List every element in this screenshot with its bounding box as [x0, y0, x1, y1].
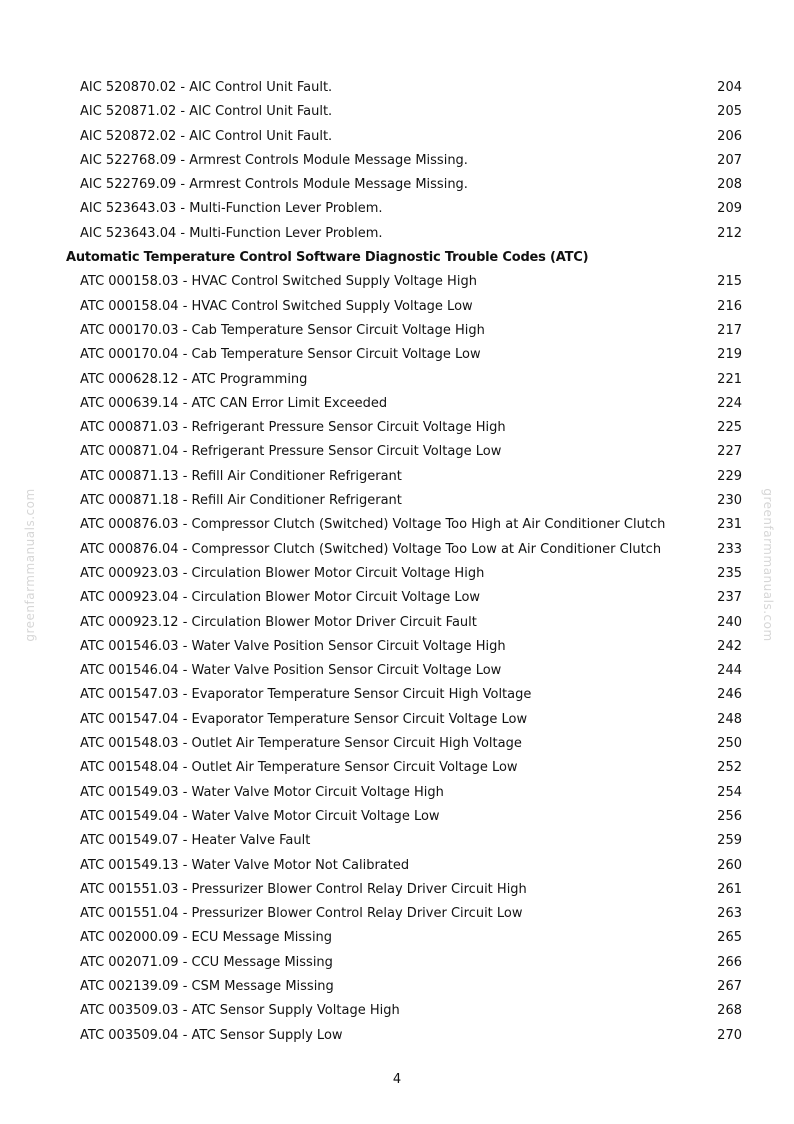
entry-title: ATC 000876.03 - Compressor Clutch (Switched) Voltage Too High at Air Conditioner Clutch: [80, 517, 666, 533]
entry-page-number: 246: [717, 687, 742, 703]
toc-entry: [0, 805, 794, 829]
table-of-contents: [0, 76, 794, 1048]
entry-page-number: 229: [717, 468, 742, 484]
entry-title: ATC 000923.04 - Circulation Blower Motor Circuit Voltage Low: [80, 590, 481, 606]
entry-title: ATC 000871.13 - Refill Air Conditioner Refrigerant: [80, 468, 402, 484]
page-number: 4: [392, 1072, 402, 1087]
entry-page-number: 259: [717, 833, 742, 849]
toc-entry: [0, 562, 794, 586]
entry-title: ATC 000639.14 - ATC CAN Error Limit Exceeded: [80, 395, 388, 411]
entry-page-number: 219: [717, 347, 742, 363]
toc-entry: [0, 902, 794, 926]
toc-entry: [0, 999, 794, 1023]
entry-page-number: 248: [717, 711, 742, 727]
entry-page-number: 212: [717, 225, 742, 241]
entry-page-number: 240: [717, 614, 742, 630]
toc-entry: [0, 732, 794, 756]
toc-entry: [0, 440, 794, 464]
entry-page-number: 260: [717, 857, 742, 873]
toc-entry: [0, 659, 794, 683]
toc-entry: [0, 489, 794, 513]
toc-entry: [0, 222, 794, 246]
entry-title: ATC 001546.03 - Water Valve Position Sensor Circuit Voltage High: [80, 638, 506, 654]
entry-page-number: 206: [717, 128, 742, 144]
entry-title: ATC 001547.03 - Evaporator Temperature Sensor Circuit High Voltage: [80, 687, 532, 703]
toc-entry: [0, 781, 794, 805]
entry-page-number: 224: [717, 395, 742, 411]
entry-page-number: 216: [717, 298, 742, 314]
toc-entry: [0, 878, 794, 902]
toc-entry: [0, 1024, 794, 1048]
toc-entry: [0, 926, 794, 950]
entry-title: ATC 000628.12 - ATC Programming: [80, 371, 308, 387]
entry-page-number: 268: [717, 1003, 742, 1019]
entry-page-number: 256: [717, 808, 742, 824]
toc-entry: [0, 173, 794, 197]
toc-entry: [0, 343, 794, 367]
toc-entry: [0, 513, 794, 537]
toc-entry: [0, 125, 794, 149]
toc-entry: [0, 854, 794, 878]
toc-entry: [0, 197, 794, 221]
entry-title: ATC 001549.03 - Water Valve Motor Circuit Voltage High: [80, 784, 444, 800]
entry-title: AIC 523643.04 - Multi-Function Lever Problem.: [80, 225, 383, 241]
entry-title: ATC 000871.18 - Refill Air Conditioner Refrigerant: [80, 493, 402, 509]
toc-entry: [0, 270, 794, 294]
entry-page-number: 244: [717, 663, 742, 679]
entry-page-number: 225: [717, 420, 742, 436]
toc-entry: [0, 756, 794, 780]
entry-page-number: 205: [717, 104, 742, 120]
toc-entry: [0, 538, 794, 562]
entry-title: ATC 000871.03 - Refrigerant Pressure Sensor Circuit Voltage High: [80, 420, 506, 436]
toc-entry: [0, 951, 794, 975]
toc-entry: [0, 465, 794, 489]
entry-title: ATC 001549.07 - Heater Valve Fault: [80, 833, 311, 849]
entry-title: ATC 000158.04 - HVAC Control Switched Supply Voltage Low: [80, 298, 473, 314]
entry-title: ATC 001547.04 - Evaporator Temperature Sensor Circuit Voltage Low: [80, 711, 528, 727]
entry-title: ATC 001551.03 - Pressurizer Blower Control Relay Driver Circuit High: [80, 881, 527, 897]
entry-title: ATC 001551.04 - Pressurizer Blower Control Relay Driver Circuit Low: [80, 906, 523, 922]
entry-page-number: 209: [717, 201, 742, 217]
toc-entry: [0, 829, 794, 853]
toc-entry: [0, 586, 794, 610]
entry-title: ATC 001548.04 - Outlet Air Temperature Sensor Circuit Voltage Low: [80, 760, 518, 776]
toc-entry: [0, 635, 794, 659]
entry-title: ATC 000158.03 - HVAC Control Switched Supply Voltage High: [80, 274, 477, 290]
entry-title: ATC 003509.03 - ATC Sensor Supply Voltage High: [80, 1003, 400, 1019]
entry-page-number: 237: [717, 590, 742, 606]
entry-page-number: 221: [717, 371, 742, 387]
entry-title: ATC 001548.03 - Outlet Air Temperature Sensor Circuit High Voltage: [80, 736, 522, 752]
entry-title: ATC 001549.13 - Water Valve Motor Not Calibrated: [80, 857, 410, 873]
toc-entry: [0, 611, 794, 635]
watermark-right: greenfarmmanuals.com: [761, 488, 775, 642]
toc-entry: [0, 100, 794, 124]
entry-title: ATC 002071.09 - CCU Message Missing: [80, 954, 333, 970]
entry-title: ATC 001546.04 - Water Valve Position Sensor Circuit Voltage Low: [80, 663, 502, 679]
watermark-left: greenfarmmanuals.com: [23, 488, 37, 642]
entry-title: ATC 000871.04 - Refrigerant Pressure Sensor Circuit Voltage Low: [80, 444, 502, 460]
toc-entry: [0, 416, 794, 440]
entry-page-number: 207: [717, 152, 742, 168]
entry-title: AIC 520870.02 - AIC Control Unit Fault.: [80, 80, 333, 95]
entry-page-number: 217: [717, 322, 742, 338]
section-title: Automatic Temperature Control Software Diagnostic Trouble Codes (ATC): [66, 250, 589, 266]
entry-page-number: 270: [717, 1027, 742, 1043]
toc-entry: [0, 319, 794, 343]
entry-title: ATC 000923.03 - Circulation Blower Motor Circuit Voltage High: [80, 565, 485, 581]
entry-title: AIC 522769.09 - Armrest Controls Module Message Missing.: [80, 177, 468, 193]
entry-page-number: 227: [717, 444, 742, 460]
entry-page-number: 263: [717, 906, 742, 922]
entry-title: ATC 002139.09 - CSM Message Missing: [80, 978, 334, 994]
toc-entry: [0, 392, 794, 416]
entry-page-number: 233: [717, 541, 742, 557]
entry-page-number: 261: [717, 881, 742, 897]
entry-page-number: 254: [717, 784, 742, 800]
toc-section-heading: [0, 246, 794, 270]
entry-title: ATC 000170.04 - Cab Temperature Sensor Circuit Voltage Low: [80, 347, 481, 363]
entry-title: ATC 001549.04 - Water Valve Motor Circuit Voltage Low: [80, 808, 440, 824]
entry-title: AIC 520872.02 - AIC Control Unit Fault.: [80, 128, 333, 144]
entry-page-number: 250: [717, 736, 742, 752]
entry-page-number: 252: [717, 760, 742, 776]
entry-title: AIC 520871.02 - AIC Control Unit Fault.: [80, 104, 333, 120]
toc-entry: [0, 76, 794, 100]
entry-title: AIC 522768.09 - Armrest Controls Module Message Missing.: [80, 152, 468, 168]
entry-title: AIC 523643.03 - Multi-Function Lever Problem.: [80, 201, 383, 217]
entry-page-number: 204: [717, 80, 742, 95]
entry-page-number: 265: [717, 930, 742, 946]
toc-entry: [0, 975, 794, 999]
entry-title: ATC 000170.03 - Cab Temperature Sensor Circuit Voltage High: [80, 322, 485, 338]
toc-entry: [0, 295, 794, 319]
toc-entry: [0, 368, 794, 392]
entry-page-number: 267: [717, 978, 742, 994]
toc-entry: [0, 683, 794, 707]
entry-page-number: 231: [717, 517, 742, 533]
entry-page-number: 230: [717, 493, 742, 509]
toc-entry: [0, 149, 794, 173]
entry-page-number: 266: [717, 954, 742, 970]
entry-title: ATC 002000.09 - ECU Message Missing: [80, 930, 333, 946]
entry-page-number: 242: [717, 638, 742, 654]
entry-title: ATC 000923.12 - Circulation Blower Motor Driver Circuit Fault: [80, 614, 477, 630]
entry-title: ATC 000876.04 - Compressor Clutch (Switched) Voltage Too Low at Air Conditioner Clutch: [80, 541, 662, 557]
entry-page-number: 208: [717, 177, 742, 193]
entry-title: ATC 003509.04 - ATC Sensor Supply Low: [80, 1027, 343, 1043]
entry-page-number: 235: [717, 565, 742, 581]
entry-page-number: 215: [717, 274, 742, 290]
toc-entry: [0, 708, 794, 732]
